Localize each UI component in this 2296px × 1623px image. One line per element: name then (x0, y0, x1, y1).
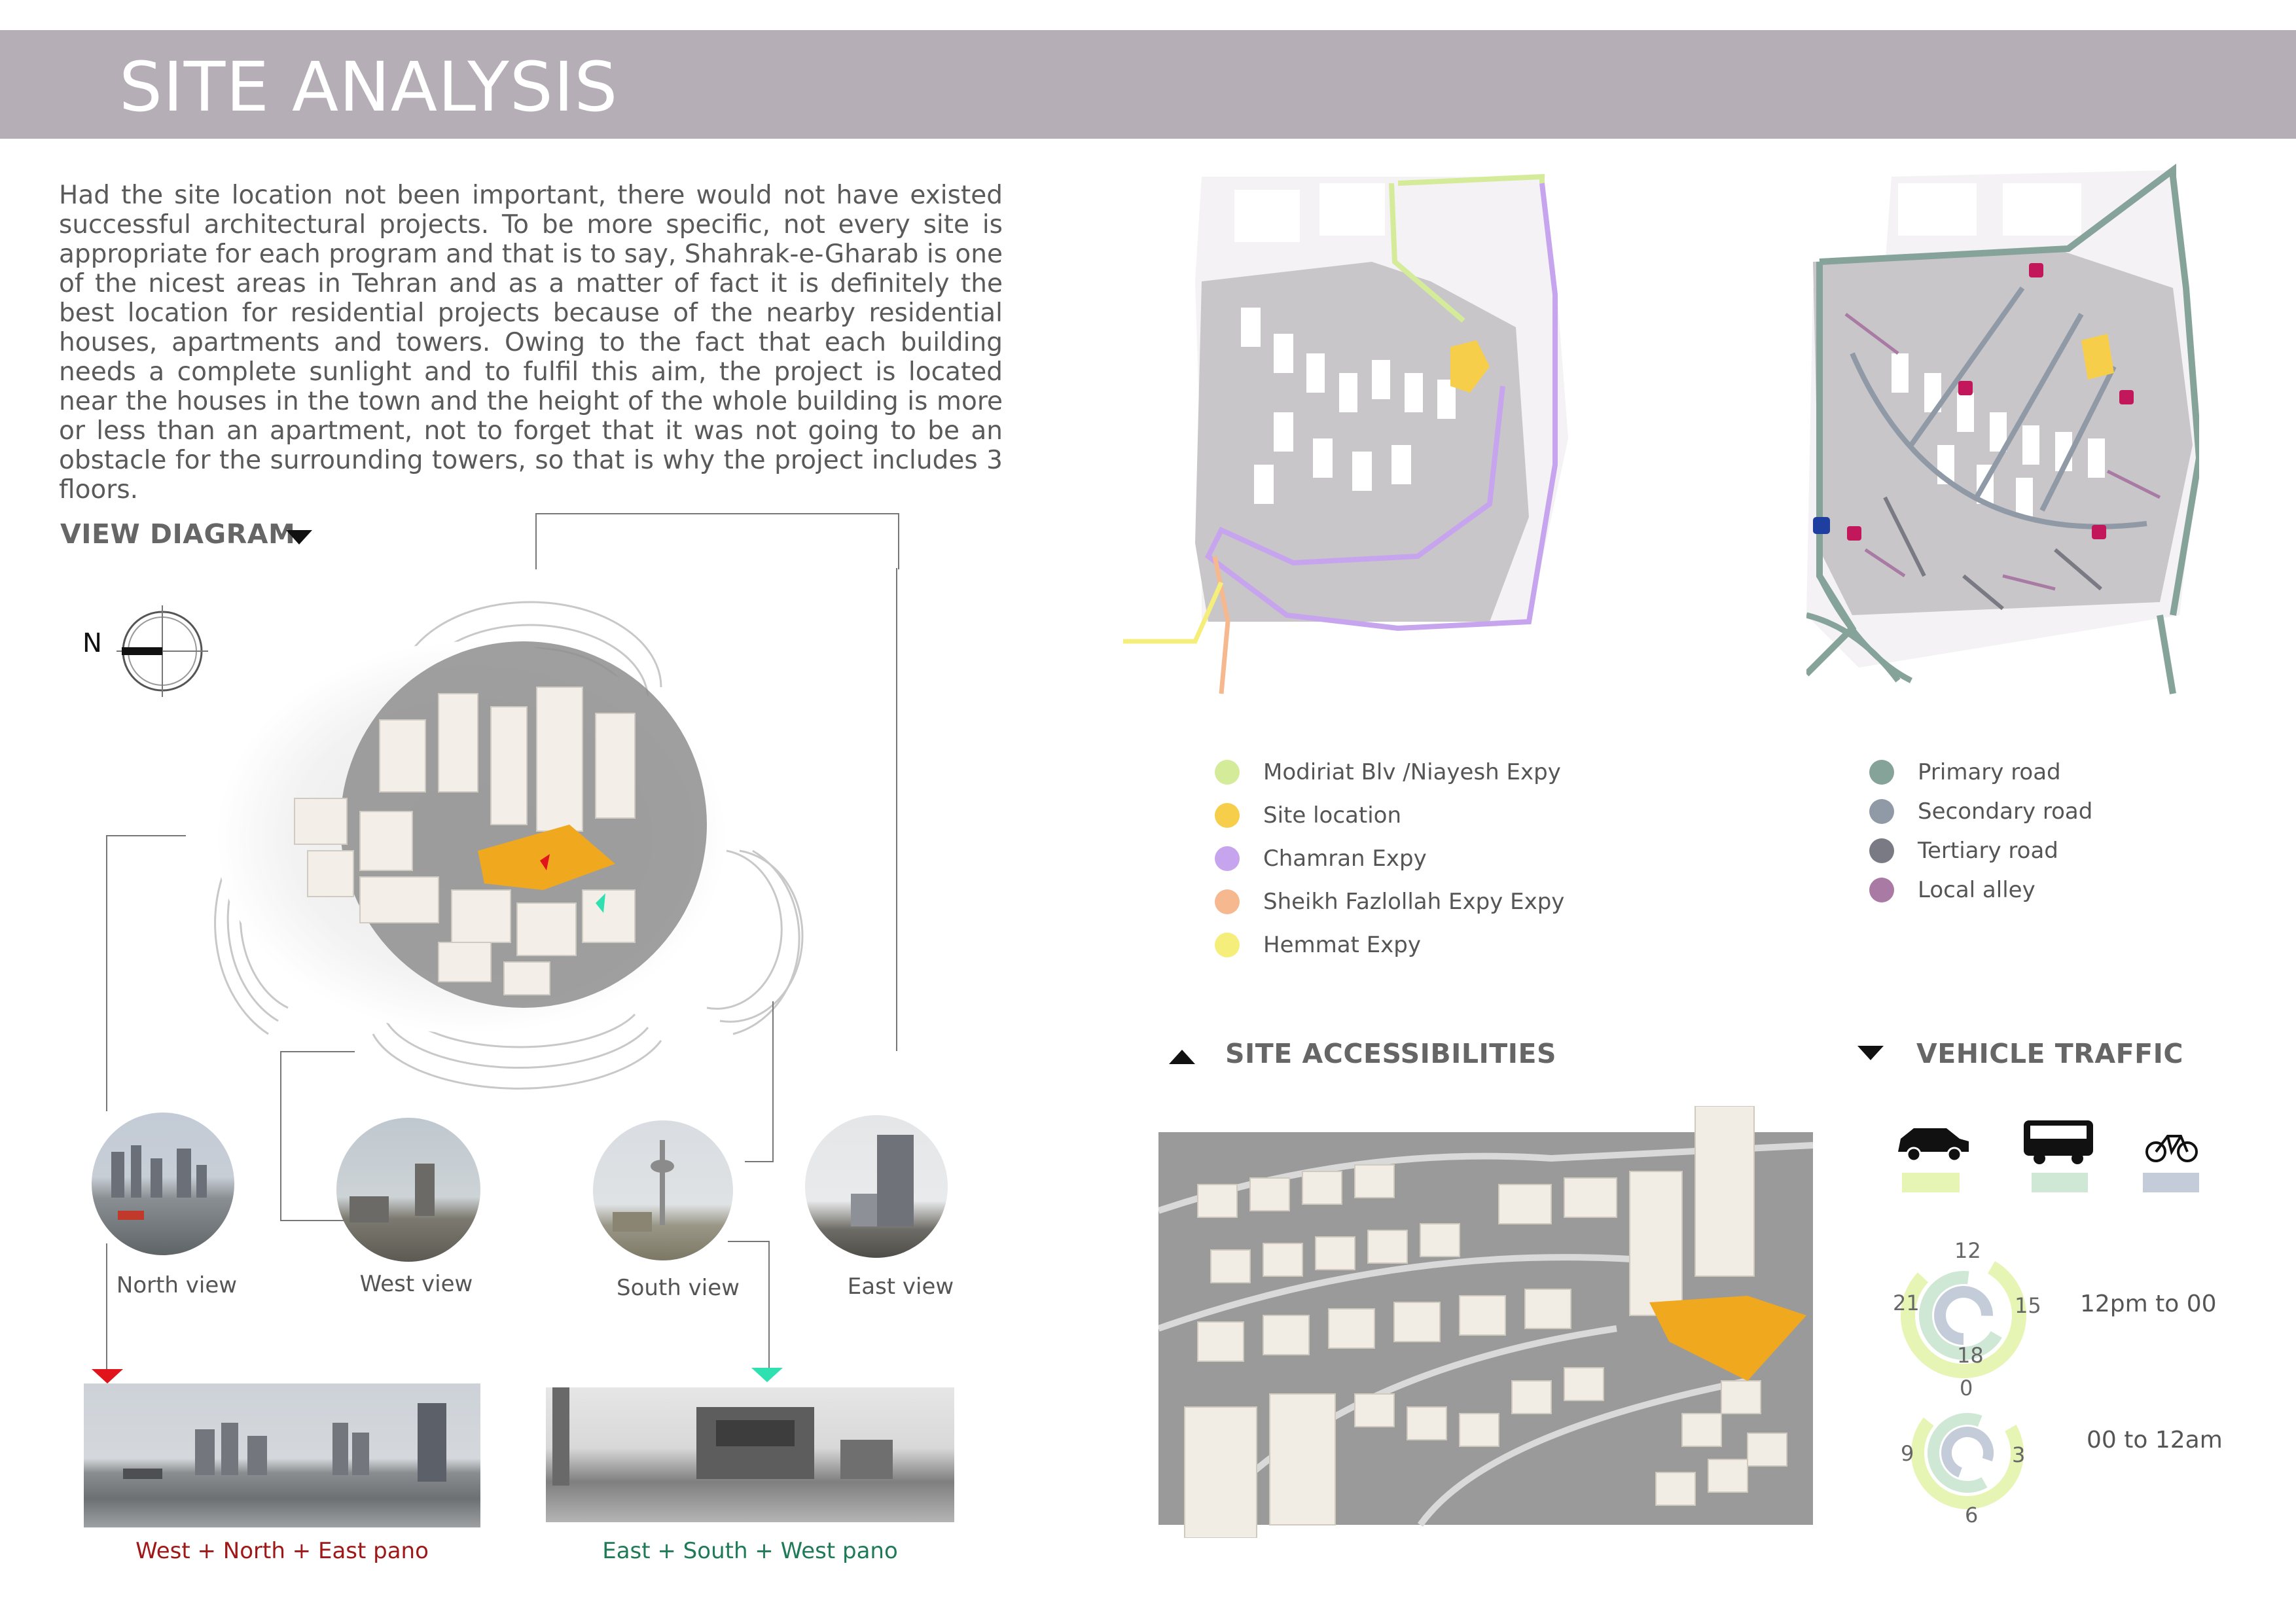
legend-item-local-alley (1869, 877, 2236, 903)
page-title: SITE ANALYSIS (119, 47, 619, 127)
legend-item-hemmat (1215, 932, 1634, 958)
legend-label: Secondary road (1918, 798, 2093, 825)
legend-item-tertiary-road (1869, 838, 2236, 864)
legend-swatch (1869, 760, 1894, 785)
clock-pm-tick-21: 21 (1893, 1291, 1920, 1315)
legend-item-chamran (1215, 846, 1634, 872)
leader-line-north (106, 835, 186, 1111)
legend-swatch (1215, 846, 1240, 871)
clock-am-tick-0: 0 (1960, 1376, 1973, 1400)
legend-item-primary-road (1869, 759, 2236, 785)
site-accessibilities-heading: SITE ACCESSIBILITIES (1225, 1038, 1557, 1069)
legend-label: Site location (1263, 802, 1401, 829)
west-north-east-pano-label: West + North + East pano (135, 1538, 429, 1564)
collapse-triangle-icon (286, 530, 312, 544)
collapse-triangle-icon (1857, 1046, 1884, 1060)
compass-label: N (82, 628, 102, 658)
legend-item-sheikh-fazlollah (1215, 889, 1634, 915)
leader-line-south (745, 1001, 774, 1162)
vehicle-traffic-heading: VEHICLE TRAFFIC (1916, 1038, 2183, 1069)
legend-swatch (1869, 799, 1894, 824)
highway-legend (1215, 759, 1634, 958)
bus-icon (2021, 1118, 2096, 1166)
west-view-photo (336, 1118, 480, 1262)
legend-swatch (1215, 803, 1240, 828)
legend-swatch (1215, 933, 1240, 957)
legend-swatch (1869, 878, 1894, 902)
west-north-east-pano-marker (92, 1369, 123, 1383)
clock-am-tick-6: 6 (1965, 1503, 1979, 1527)
legend-label: Primary road (1918, 759, 2061, 785)
clock-pm-tick-15: 15 (2015, 1293, 2041, 1318)
leader-line-north-pano (106, 1243, 107, 1374)
legend-label: Tertiary road (1918, 838, 2058, 864)
north-view-photo (92, 1113, 234, 1255)
legend-swatch (1215, 760, 1240, 785)
legend-swatch (1869, 838, 1894, 863)
legend-item-site-location (1215, 802, 1634, 829)
clock-pm-tick-12: 12 (1954, 1238, 1981, 1263)
expand-triangle-icon (1169, 1050, 1195, 1064)
west-view-label: West view (359, 1271, 473, 1297)
view-diagram-heading: VIEW DIAGRAM (60, 518, 296, 550)
east-view-photo (805, 1115, 948, 1258)
legend-label: Modiriat Blv /Niayesh Expy (1263, 759, 1561, 785)
intro-paragraph: Had the site location not been important, there would not have existed successful architectural projects. To be more specific, not every site is appropriate for each program and that is to say, Shahrak-e-Gharab is one of the nicest areas in Tehran and as a matter of fact it is definitely the best location for residential projects because of the nearby residential houses, apartments and towers. Owing to the fact that each building needs a complete sunlight and to fulfil this aim, the project is located near the houses in the town and the height of the whole building is more or less than an apartment, not to forget that it was not going to be an obstacle for the surrounding towers, so that is why the project includes 3 floors. (59, 181, 1003, 505)
clock-am-tick-3: 3 (2012, 1442, 2026, 1467)
north-view-label: North view (116, 1272, 238, 1298)
south-view-photo (593, 1120, 733, 1260)
clock-pm-label: 12pm to 00 (2080, 1291, 2217, 1317)
clock-am-tick-9: 9 (1901, 1441, 1914, 1466)
traffic-clock-am (1909, 1394, 2026, 1512)
west-north-east-panorama-photo (84, 1383, 480, 1527)
east-south-west-pano-label: East + South + West pano (602, 1538, 898, 1564)
east-view-label: East view (847, 1274, 954, 1300)
bus-color-bar (2032, 1173, 2088, 1192)
site-accessibilities-render (1158, 1106, 1878, 1538)
road-legend (1869, 759, 2236, 903)
highway-site-map (1123, 164, 1588, 707)
road-hierarchy-map (1806, 157, 2199, 707)
south-view-label: South view (617, 1275, 740, 1301)
clock-am-label: 00 to 12am (2087, 1427, 2223, 1454)
bicycle-icon (2145, 1126, 2198, 1165)
legend-item-modiriat (1215, 759, 1634, 785)
legend-swatch (1215, 889, 1240, 914)
east-south-west-pano-marker (751, 1368, 783, 1382)
car-icon (1892, 1119, 1973, 1165)
legend-item-secondary-road (1869, 798, 2236, 825)
car-color-bar (1902, 1173, 1960, 1192)
legend-label: Hemmat Expy (1263, 932, 1422, 958)
clock-pm-tick-18: 18 (1957, 1343, 1984, 1368)
legend-label: Sheikh Fazlollah Expy Expy (1263, 889, 1565, 915)
legend-label: Chamran Expy (1263, 846, 1427, 872)
leader-line-east (535, 513, 899, 569)
leader-line-south-pano (728, 1241, 770, 1373)
bicycle-color-bar (2143, 1173, 2199, 1192)
leader-line-east-down (896, 568, 897, 1051)
legend-label: Local alley (1918, 877, 2036, 903)
east-south-west-panorama-photo (546, 1387, 954, 1522)
